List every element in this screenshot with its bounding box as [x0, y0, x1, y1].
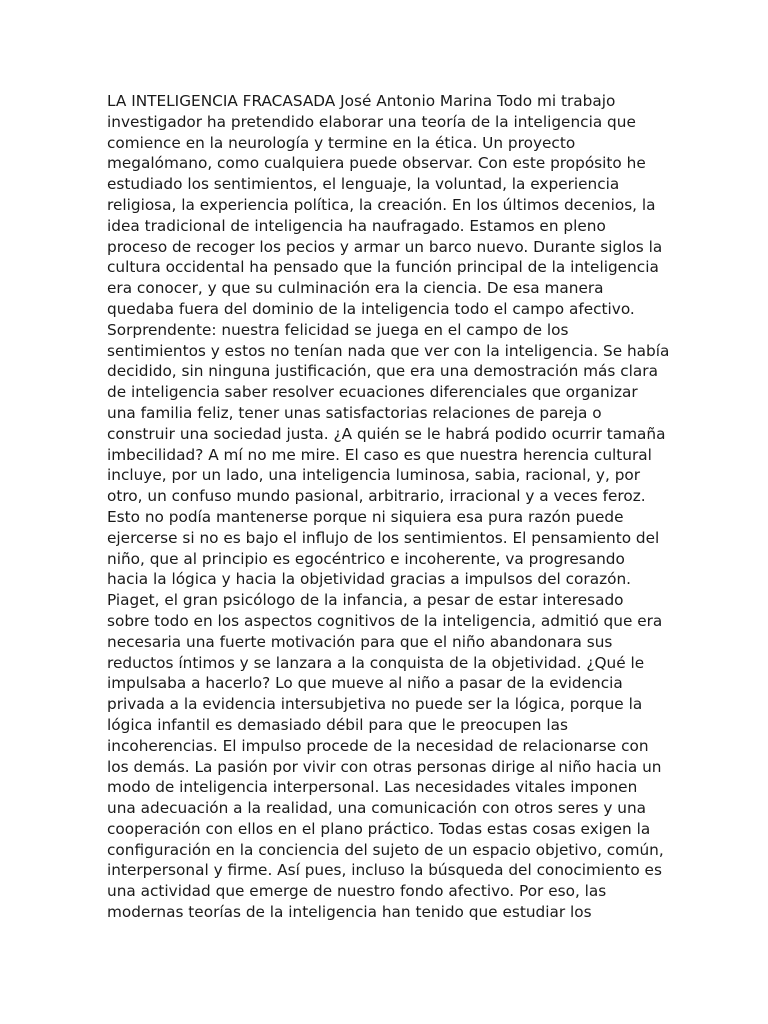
- text-line: una adecuación a la realidad, una comunicación con otros seres y una: [107, 799, 647, 818]
- text-line: ejercerse si no es bajo el influjo de los sentimientos. El pensamiento del: [107, 528, 660, 547]
- text-line: los demás. La pasión por vivir con otras personas dirige al niño hacia un: [107, 757, 662, 776]
- text-line: proceso de recoger los pecios y armar un barco nuevo. Durante siglos la: [107, 237, 663, 256]
- text-line: modernas teorías de la inteligencia han tenido que estudiar los: [107, 903, 592, 922]
- text-line: de inteligencia saber resolver ecuaciones diferenciales que organizar: [107, 383, 638, 402]
- text-line: Piaget, el gran psicólogo de la infancia, a pesar de estar interesado: [107, 591, 624, 610]
- text-line: religiosa, la experiencia política, la creación. En los últimos decenios, la: [107, 195, 656, 214]
- text-line: hacia la lógica y hacia la objetividad gracias a impulsos del corazón.: [107, 570, 632, 589]
- text-line: incluye, por un lado, una inteligencia luminosa, sabia, racional, y, por: [107, 466, 641, 485]
- text-line: una familia feliz, tener unas satisfactorias relaciones de pareja o: [107, 403, 602, 422]
- text-line: sobre todo en los aspectos cognitivos de la inteligencia, admitió que era: [107, 611, 663, 630]
- text-line: idea tradicional de inteligencia ha naufragado. Estamos en pleno: [107, 216, 606, 235]
- text-line: incoherencias. El impulso procede de la necesidad de relacionarse con: [107, 736, 649, 755]
- text-line: cooperación con ellos en el plano práctico. Todas estas cosas exigen la: [107, 819, 651, 838]
- body-text: [107, 91, 670, 923]
- text-line: cultura occidental ha pensado que la función principal de la inteligencia: [107, 258, 659, 277]
- text-line: Esto no podía mantenerse porque ni siquiera esa pura razón puede: [107, 507, 624, 526]
- text-line: otro, un confuso mundo pasional, arbitrario, irracional y a veces feroz.: [107, 487, 646, 506]
- text-line: LA INTELIGENCIA FRACASADA José Antonio Marina Todo mi trabajo: [107, 92, 616, 110]
- text-line: lógica infantil es demasiado débil para que le preocupen las: [107, 715, 568, 734]
- text-line: imbecilidad? A mí no me mire. El caso es que nuestra herencia cultural: [107, 445, 652, 464]
- text-line: reductos íntimos y se lanzara a la conquista de la objetividad. ¿Qué le: [107, 653, 645, 672]
- text-line: necesaria una fuerte motivación para que el niño abandonara sus: [107, 632, 613, 651]
- text-line: investigador ha pretendido elaborar una teoría de la inteligencia que: [107, 112, 636, 131]
- text-line: una actividad que emerge de nuestro fondo afectivo. Por eso, las: [107, 882, 607, 901]
- text-line: megalómano, como cualquiera puede observar. Con este propósito he: [107, 154, 646, 173]
- text-line: modo de inteligencia interpersonal. Las necesidades vitales imponen: [107, 778, 638, 797]
- text-line: impulsaba a hacerlo? Lo que mueve al niño a pasar de la evidencia: [107, 674, 623, 693]
- text-line: construir una sociedad justa. ¿A quién se le habrá podido ocurrir tamaña: [107, 424, 666, 443]
- text-line: interpersonal y firme. Así pues, incluso la búsqueda del conocimiento es: [107, 861, 662, 880]
- text-line: niño, que al principio es egocéntrico e incoherente, va progresando: [107, 549, 625, 568]
- text-line: comience en la neurología y termine en la ética. Un proyecto: [107, 133, 576, 152]
- text-line: configuración en la conciencia del sujeto de un espacio objetivo, común,: [107, 840, 664, 859]
- text-line: decidido, sin ninguna justificación, que era una demostración más clara: [107, 362, 658, 381]
- text-line: privada a la evidencia intersubjetiva no puede ser la lógica, porque la: [107, 695, 643, 714]
- text-line: quedaba fuera del dominio de la inteligencia todo el campo afectivo.: [107, 299, 635, 318]
- text-line: era conocer, y que su culminación era la ciencia. De esa manera: [107, 279, 604, 298]
- text-line: estudiado los sentimientos, el lenguaje, la voluntad, la experiencia: [107, 175, 620, 194]
- text-line: Sorprendente: nuestra felicidad se juega en el campo de los: [107, 320, 569, 339]
- text-line: sentimientos y estos no tenían nada que ver con la inteligencia. Se había: [107, 341, 670, 360]
